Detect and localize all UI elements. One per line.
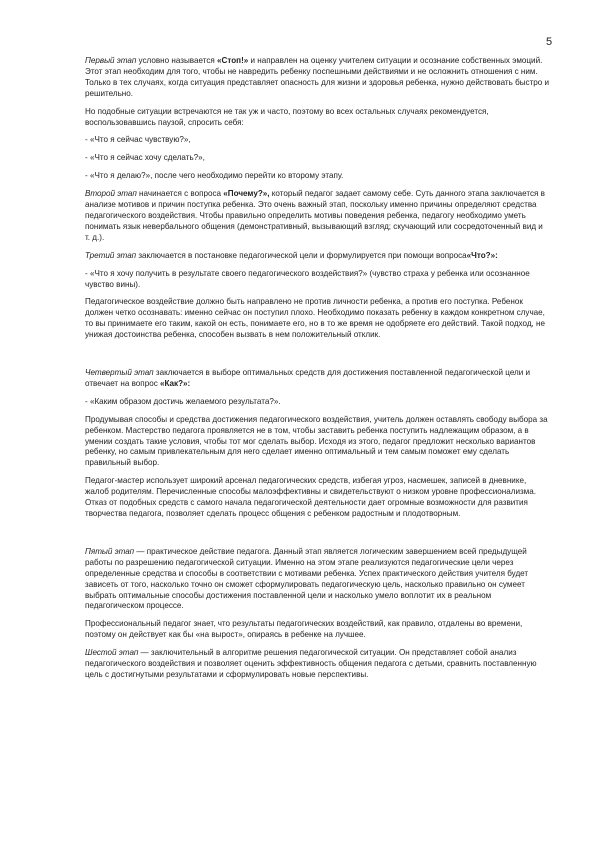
- text-run: заключается в выборе оптимальных средств для достижения поставленной педагогической цели и отвечает на вопрос: [85, 368, 531, 388]
- italic-text: Третий этап: [85, 250, 137, 260]
- paragraph-p15: [85, 619, 550, 641]
- paragraph-p14: [85, 547, 550, 612]
- text-run: и направлен на оценку учителем ситуации и осознание собственных эмоций. Этот этап необходим для того, чтобы не навредить ребенку поспешными действиями и не осложнить отношения с ним. Только в тех случаях, когда ситуация представляет опасность для жизни и здоровья ребенка, нужно действовать быстро и решительно.: [85, 56, 550, 98]
- paragraph-p9: [85, 297, 550, 341]
- paragraph-p8: [85, 269, 550, 291]
- paragraph-p6: [85, 189, 550, 244]
- paragraph-p2: [85, 107, 550, 129]
- italic-text: Четвертый этап: [85, 368, 154, 378]
- paragraph-p11: [85, 397, 550, 408]
- paragraph-p16: [85, 648, 550, 681]
- text-run: — практическое действие педагога. Данный этап является логическим завершением всей предыдущей работы по разрешению педагогической ситуации. Именно на этом этапе реализуются педагогические цели через определенные средства и способы в соответствии с мотивами ребенка. Успех практического действия учителя будет зависеть от того, насколько точно он сможет сформулировать педагогическую цель, насколько правильно он сумеет выбрать оптимальные способы достижения поставленной цели и насколько умело воплотит их в реальном педагогическом процессе.: [85, 546, 529, 611]
- paragraph-p3: [85, 135, 550, 146]
- paragraph-p4: [85, 153, 550, 164]
- text-run: заключается в постановке педагогической цели и формулируется при помощи вопроса: [136, 250, 467, 260]
- text-run: который педагог задает самому себе. Суть данного этапа заключается в анализе мотивов и причин поступка ребенка. Это очень важный этап, поскольку именно причины определяют средства педагогического воздействия. Чтобы правильно определить мотивы поведения ребенка, педагогу необходимо уметь понимать язык невербального общения (демонстративный, вызывающий взгляд; скучающий или сосредоточенный вид и т. д.).: [85, 189, 545, 242]
- text-run: - «Что я делаю?», после чего необходимо перейти ко второму этапу.: [85, 171, 344, 181]
- paragraph-p7: [85, 251, 550, 262]
- text-run: Продумывая способы и средства достижения педагогического воздействия, учитель должен оставлять свободу выбора за ребенком. Мастерство педагога проявляется не в том, чтобы заставить ребенка поступить надлежащим образом, а в умении создать такие условия, чтобы тот мог сделать выбор. Исходя из этого, педагог предложит несколько вариантов ребенку, но самым привлекательным для него сделает именно оптимальный и тем самым поможет ему сделать правильный выбор.: [85, 414, 548, 468]
- italic-text: Второй этап: [85, 189, 137, 199]
- bold-text: «Что?»:: [466, 250, 498, 260]
- bold-text: «Почему?»,: [223, 189, 270, 199]
- text-run: - «Что я сейчас хочу сделать?»,: [85, 153, 205, 163]
- italic-text: Первый этап: [85, 56, 137, 65]
- italic-text: Шестой этап: [85, 648, 139, 658]
- text-run: Но подобные ситуации встречаются не так уж и часто, поэтому во всех остальных случаях рекомендуется, воспользовавшись паузой, спросить себя:: [85, 106, 489, 127]
- text-run: - «Каким образом достичь желаемого результата?».: [85, 396, 281, 406]
- paragraph-p10: [85, 368, 550, 390]
- text-run: начинается с вопроса: [136, 189, 224, 199]
- paragraph-p13: [85, 476, 550, 520]
- text-run: — заключительный в алгоритме решения педагогической ситуации. Он представляет собой анализ педагогического воздействия и позволяет оценить эффективность общения педагога с детьми, сравнить поставленную цель с достигнутыми результатами и сформулировать новые перспективы.: [85, 648, 537, 679]
- document-body: [85, 56, 550, 688]
- text-run: - «Что я хочу получить в результате своего педагогического воздействия?» (чувство страха у ребенка или осознанное чувство вины).: [85, 268, 530, 289]
- text-run: условно называется: [136, 56, 218, 65]
- italic-text: Пятый этап: [85, 546, 135, 556]
- paragraph-p1: [85, 56, 550, 100]
- text-run: Педагогическое воздействие должно быть направлено не против личности ребенка, а против его поступка. Ребенок должен четко осознавать: именно сейчас он поступил плохо. Необходимо показать ребенку в каждом конкретном случае, то вы принимаете его таким, какой он есть, понимаете его, но в то же время не одобряете его действий. Такой подход, не унижая достоинства ребенка, способен вызвать в нем положительный отклик.: [85, 297, 546, 340]
- paragraph-p12: [85, 415, 550, 470]
- text-run: - «Что я сейчас чувствую?»,: [85, 135, 191, 145]
- bold-text: «Стоп!»: [217, 56, 249, 65]
- paragraph-p5: [85, 171, 550, 182]
- section-spacer: [85, 348, 550, 368]
- text-run: Профессиональный педагог знает, что результаты педагогических воздействий, как правило, отдалены во времени, поэтому он действует как бы «на вырост», опираясь в ребенке на лучшее.: [85, 619, 523, 640]
- page-number: 5: [546, 36, 553, 48]
- bold-text: «Как?»:: [160, 378, 191, 388]
- section-spacer: [85, 527, 550, 547]
- text-run: Педагог-мастер использует широкий арсенал педагогических средств, избегая угроз, насмешек, записей в дневнике, жалоб родителям. Перечисленные способы малоэффективны и свидетельствуют о низком уровне профессионализма. Отказ от подобных средств с самого начала педагогической деятельности дает огромные возможности для развития творчества педагога, позволяет сделать процесс общения с ребенком радостным и плодотворным.: [85, 476, 536, 518]
